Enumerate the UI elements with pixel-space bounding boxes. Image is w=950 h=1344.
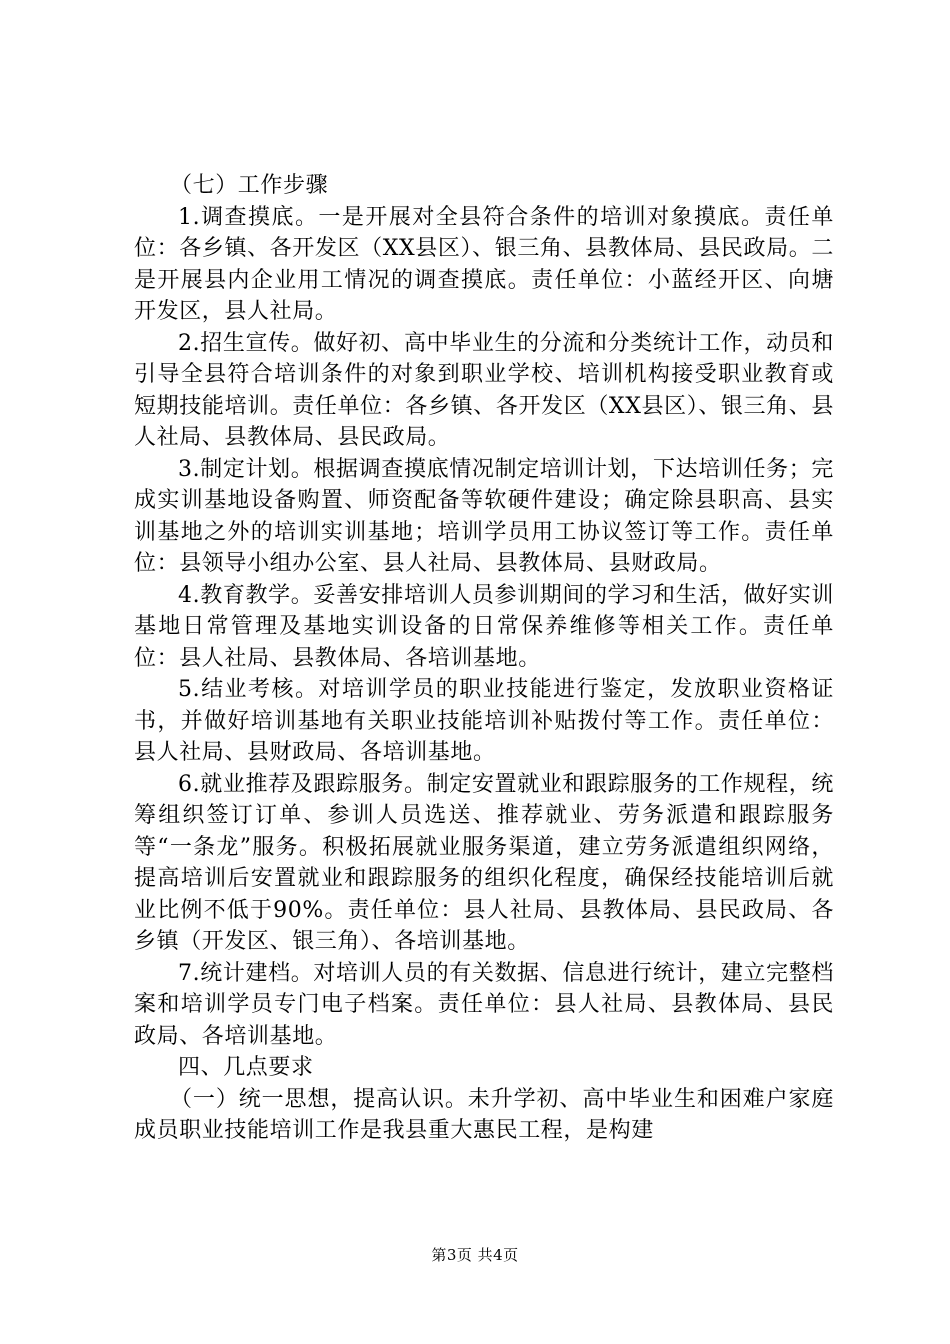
page-footer: 第3页 共4页 [431,1246,519,1264]
paragraph-step-6: 6.就业推荐及跟踪服务。制定安置就业和跟踪服务的工作规程，统筹组织签订订单、参训人员选送、推荐就业、劳务派遣和跟踪服务等“一条龙”服务。积极拓展就业服务渠道，建立劳务派遣组织网络，提高培训后安置就业和跟踪服务的组织化程度，确保经技能培训后就业比例不低于90%。责任单位：县人社局、县教体局、县民政局、各乡镇（开发区、银三角）、各培训基地。 [134,771,834,954]
paragraph-step-7: 7.统计建档。对培训人员的有关数据、信息进行统计，建立完整档案和培训学员专门电子档案。责任单位：县人社局、县教体局、县民政局、各培训基地。 [134,960,834,1049]
paragraph-step-3: 3.制定计划。根据调查摸底情况制定培训计划，下达培训任务；完成实训基地设备购置、师资配备等软硬件建设；确定除县职高、县实训基地之外的培训实训基地；培训学员用工协议签订等工作。责任单位：县领导小组办公室、县人社局、县教体局、县财政局。 [134,456,834,576]
section-heading-work-steps: （七）工作步骤 [170,173,329,198]
paragraph-step-4: 4.教育教学。妥善安排培训人员参训期间的学习和生活，做好实训基地日常管理及基地实训设备的日常保养维修等相关工作。责任单位：县人社局、县教体局、各培训基地。 [134,582,834,671]
paragraph-step-2: 2.招生宣传。做好初、高中毕业生的分流和分类统计工作，动员和引导全县符合培训条件的对象到职业学校、培训机构接受职业教育或短期技能培训。责任单位：各乡镇、各开发区（XX县区）、银三角、县人社局、县教体局、县民政局。 [134,330,834,450]
document-body [134,170,834,1147]
paragraph-step-1: 1.调查摸底。一是开展对全县符合条件的培训对象摸底。责任单位：各乡镇、各开发区（XX县区）、银三角、县教体局、县民政局。二是开展县内企业用工情况的调查摸底。责任单位：小蓝经开区、向塘开发区，县人社局。 [134,204,834,324]
paragraph-step-5: 5.结业考核。对培训学员的职业技能进行鉴定，发放职业资格证书，并做好培训基地有关职业技能培训补贴拨付等工作。责任单位：县人社局、县财政局、各培训基地。 [134,677,834,765]
paragraph-requirement-1: （一）统一思想，提高认识。未升学初、高中毕业生和困难户家庭成员职业技能培训工作是我县重大惠民工程，是构建 [134,1086,834,1143]
section-heading-requirements: 四、几点要求 [178,1055,314,1080]
